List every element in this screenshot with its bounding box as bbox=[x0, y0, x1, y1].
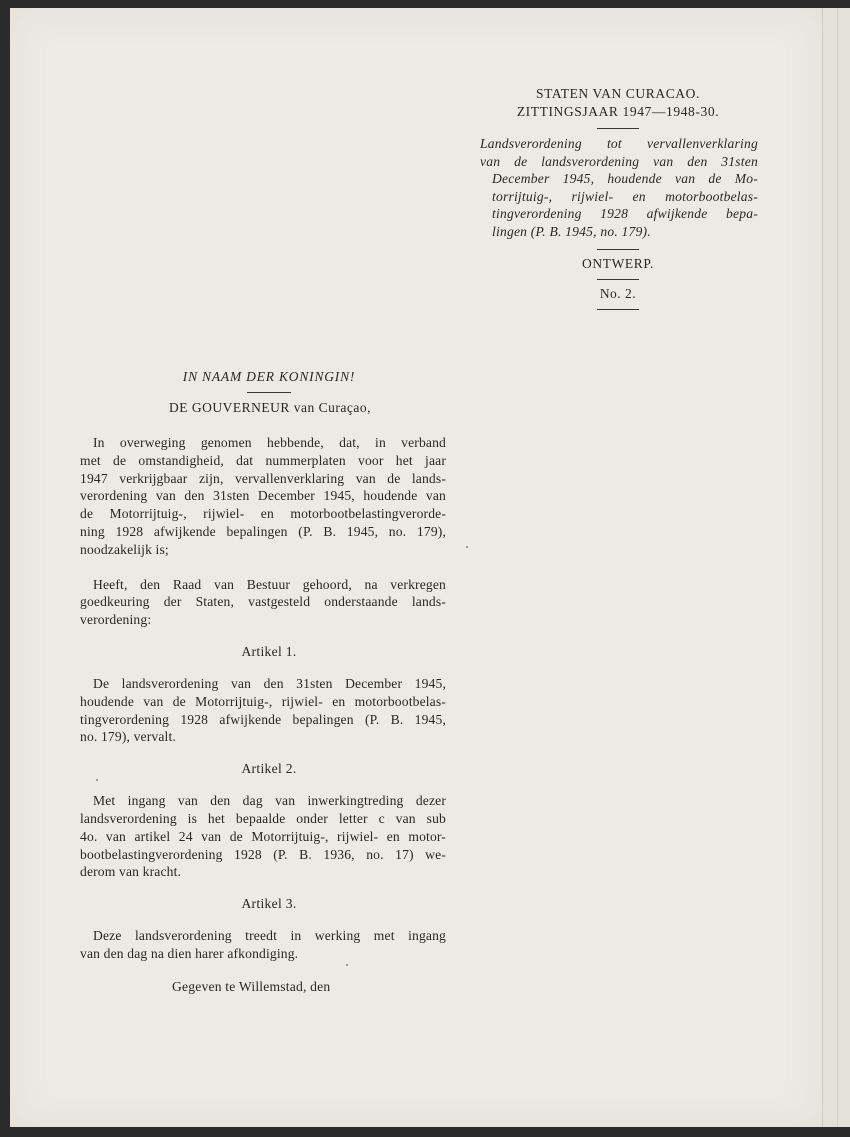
paragraph-line: verordening: bbox=[80, 612, 152, 628]
header-assembly: STATEN VAN CURACAO. bbox=[536, 86, 700, 101]
draft-divider bbox=[597, 279, 639, 280]
summary-line: van de landsverordening van den 31sten bbox=[480, 153, 758, 169]
draft-label: ONTWERP. bbox=[582, 255, 654, 271]
paragraph-line: houdende van de Motorrijtuig-, rijwiel- en motorbootbelas- bbox=[80, 693, 446, 709]
paragraph-line: Met ingang van den dag van inwerkingtreding dezer bbox=[93, 793, 446, 809]
document-header bbox=[468, 85, 768, 316]
paragraph-line: van den dag na dien harer afkondiging. bbox=[80, 945, 299, 961]
signoff-line: Gegeven te Willemstad, den bbox=[172, 978, 331, 994]
paragraph-line: derom van kracht. bbox=[80, 864, 182, 880]
paragraph-line: Heeft, den Raad van Bestuur gehoord, na verkregen bbox=[93, 576, 446, 592]
summary-divider bbox=[597, 249, 639, 250]
article-3-title: Artikel 3. bbox=[241, 896, 297, 912]
paragraph-line: bootbelastingverordening 1928 (P. B. 1936, no. 17) we- bbox=[80, 846, 446, 862]
enacting-paragraph bbox=[80, 576, 446, 629]
article-1-text bbox=[80, 675, 446, 746]
adjacent-page-edge bbox=[822, 8, 850, 1127]
article-1-title: Artikel 1. bbox=[241, 643, 297, 659]
paragraph-line: Deze landsverordening treedt in werking met ingang bbox=[93, 928, 446, 944]
summary-line: tingverordening 1928 afwijkende bepa- bbox=[492, 206, 758, 222]
summary-line: December 1945, houdende van de Mo- bbox=[492, 171, 758, 187]
article-2-text bbox=[80, 792, 446, 881]
paragraph-line: landsverordening is het bepaalde onder letter c van sub bbox=[80, 810, 446, 826]
considering-paragraph bbox=[80, 434, 446, 559]
paragraph-line: ning 1928 afwijkende bepalingen (P. B. 1945, no. 179), bbox=[80, 523, 446, 539]
article-2-title: Artikel 2. bbox=[241, 761, 297, 777]
paragraph-line: met de omstandigheid, dat nummerplaten voor het jaar bbox=[80, 452, 446, 468]
paragraph-line: goedkeuring der Staten, vastgesteld onderstaande lands- bbox=[80, 594, 446, 610]
paragraph-line: De landsverordening van den 31sten December 1945, bbox=[93, 675, 446, 691]
header-session-year: ZITTINGSJAAR 1947—1948-30. bbox=[516, 104, 720, 119]
summary-line: torrijtuig-, rijwiel- en motorbootbelas- bbox=[492, 188, 758, 204]
paragraph-line: tingverordening 1928 afwijkende bepalingen (P. B. 1945, bbox=[80, 711, 446, 727]
number-divider bbox=[597, 309, 639, 310]
paragraph-line: noodzakelijk is; bbox=[80, 541, 169, 557]
summary-line: lingen (P. B. 1945, no. 179). bbox=[492, 223, 651, 239]
article-3-text bbox=[80, 927, 446, 963]
paragraph-line: no. 179), vervalt. bbox=[80, 729, 176, 745]
preamble-divider bbox=[247, 392, 291, 393]
paragraph-line: de Motorrijtuig-, rijwiel- en motorbootbelastingverorde- bbox=[80, 506, 446, 522]
draft-number: No. 2. bbox=[599, 285, 637, 301]
paragraph-line: 4o. van artikel 24 van de Motorrijtuig-, rijwiel- en motor- bbox=[80, 828, 446, 844]
preamble: IN NAAM DER KONINGIN! bbox=[182, 369, 356, 384]
header-divider bbox=[597, 128, 639, 129]
governor-line: DE GOUVERNEUR van Curaçao, bbox=[169, 400, 371, 415]
paragraph-line: verordening van den 31sten December 1945, houdende van bbox=[80, 488, 446, 504]
summary-line: Landsverordening tot vervallenverklaring bbox=[480, 136, 758, 151]
paper-speck bbox=[466, 546, 468, 548]
ordinance-summary bbox=[468, 135, 768, 241]
ordinance-body bbox=[80, 368, 446, 996]
paragraph-line: 1947 verkrijgbaar zijn, vervallenverklaring van de lands- bbox=[80, 470, 446, 486]
paragraph-line: In overweging genomen hebbende, dat, in verband bbox=[93, 435, 446, 450]
